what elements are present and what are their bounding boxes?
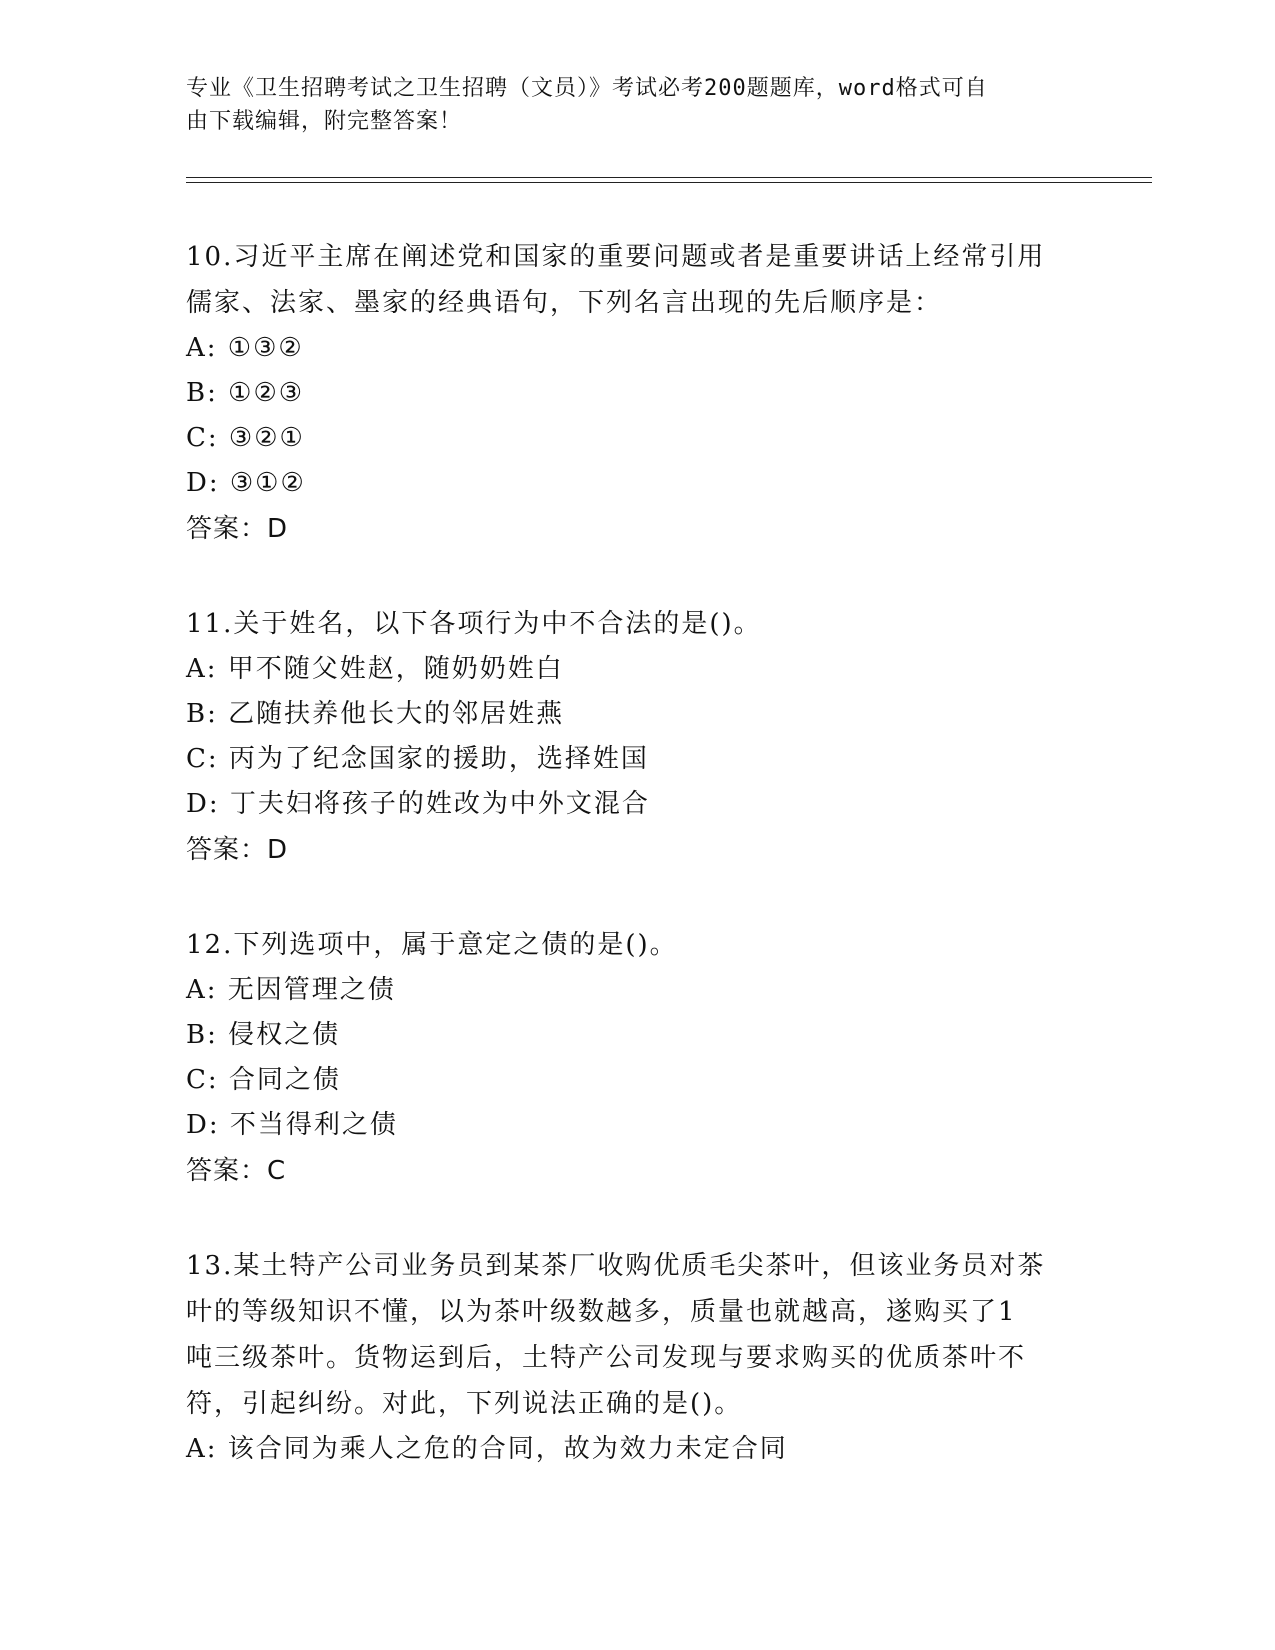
header-line-1: 专业《卫生招聘考试之卫生招聘（文员）》考试必考200题题库，word格式可自 bbox=[186, 76, 988, 101]
question-stem-line: 10.习近平主席在阐述党和国家的重要问题或者是重要讲话上经常引用 bbox=[186, 242, 1046, 272]
option-a: A: ①③② bbox=[186, 333, 304, 363]
question-13 bbox=[186, 1243, 1086, 1472]
question-12 bbox=[186, 922, 1086, 1194]
option-b: B: 乙随扶养他长大的邻居姓燕 bbox=[186, 699, 565, 729]
question-stem-line: 吨三级茶叶。货物运到后，土特产公司发现与要求购买的优质茶叶不 bbox=[186, 1343, 1027, 1373]
option-c: C: 合同之债 bbox=[186, 1065, 341, 1095]
question-stem-line: 儒家、法家、墨家的经典语句，下列名言出现的先后顺序是： bbox=[186, 288, 943, 318]
option-c: C: 丙为了纪念国家的援助，选择姓国 bbox=[186, 744, 649, 774]
header-line-2: 由下载编辑，附完整答案！ bbox=[186, 109, 463, 134]
header-divider-bottom bbox=[186, 182, 1152, 183]
document-header bbox=[186, 72, 1066, 138]
option-a: A: 该合同为乘人之危的合同，故为效力未定合同 bbox=[186, 1434, 788, 1464]
question-stem-line: 13.某土特产公司业务员到某茶厂收购优质毛尖茶叶，但该业务员对茶 bbox=[186, 1251, 1046, 1281]
option-d: D: 不当得利之债 bbox=[186, 1110, 398, 1140]
header-divider-top bbox=[186, 177, 1152, 178]
question-stem-line: 符，引起纠纷。对此，下列说法正确的是()。 bbox=[186, 1389, 743, 1419]
question-stem-line: 11.关于姓名，以下各项行为中不合法的是()。 bbox=[186, 609, 762, 639]
option-a: A: 甲不随父姓赵，随奶奶姓白 bbox=[186, 654, 564, 684]
answer-line: 答案：D bbox=[186, 835, 289, 865]
option-b: B: ①②③ bbox=[186, 378, 305, 408]
option-b: B: 侵权之债 bbox=[186, 1020, 341, 1050]
option-c: C: ③②① bbox=[186, 423, 305, 453]
option-d: D: ③①② bbox=[186, 468, 306, 498]
question-stem-line: 12.下列选项中，属于意定之债的是()。 bbox=[186, 930, 678, 960]
option-d: D: 丁夫妇将孩子的姓改为中外文混合 bbox=[186, 789, 650, 819]
option-a: A: 无因管理之债 bbox=[186, 975, 396, 1005]
question-list bbox=[186, 234, 1086, 1521]
answer-line: 答案：C bbox=[186, 1156, 287, 1186]
answer-line: 答案：D bbox=[186, 514, 289, 544]
question-11 bbox=[186, 601, 1086, 873]
question-stem-line: 叶的等级知识不懂，以为茶叶级数越多，质量也就越高，遂购买了1 bbox=[186, 1297, 1017, 1327]
question-10 bbox=[186, 234, 1086, 552]
